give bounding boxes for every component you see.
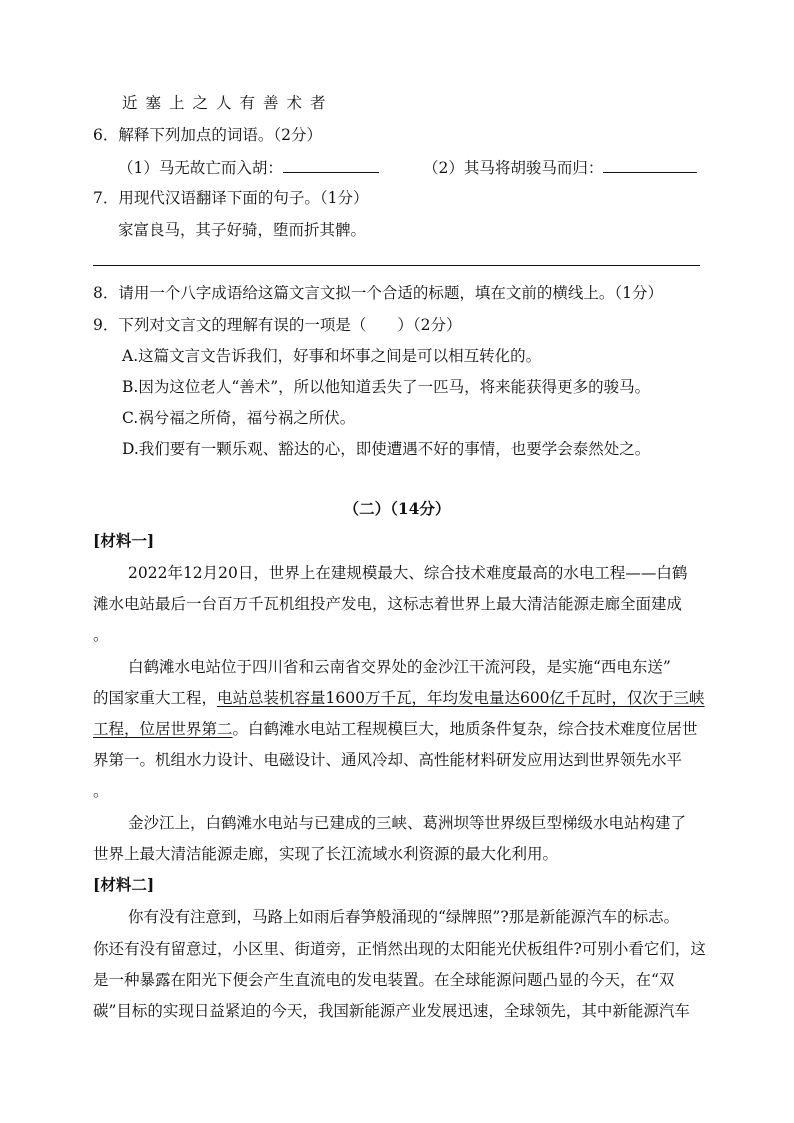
question-8: 8．请用一个八字成语给这篇文言文拟一个合适的标题，填在文前的横线上。（1分） xyxy=(93,284,663,302)
material-1-p2-line-2 xyxy=(93,688,705,708)
line-sai-shang: 近塞上之人有善术者 xyxy=(122,94,334,112)
material-1-p2-line-1: 白鹤滩水电站位于四川省和云南省交界处的金沙江干流河段，是实施“西电东送” xyxy=(128,658,671,676)
question-6-item-2 xyxy=(423,158,697,178)
answer-line-7[interactable] xyxy=(93,265,700,266)
question-6-item-1-text: （1）马无故亡而入胡： xyxy=(118,159,283,177)
question-9-option-b: B.因为这位老人“善术”，所以他知道丢失了一匹马，将来能获得更多的骏马。 xyxy=(122,378,651,396)
question-6-item-1 xyxy=(118,158,379,178)
material-2-line-2: 你还有没有留意过，小区里、街道旁，正悄然出现的太阳能光伏板组件?可别小看它们，这 xyxy=(93,940,706,958)
material-1-p1-line-3: 。 xyxy=(93,626,109,644)
material-1-p2-line-2-plain: 的国家重大工程， xyxy=(93,689,218,707)
answer-blank-6-2[interactable] xyxy=(603,158,697,173)
question-9-stem: 9．下列对文言文的理解有误的一项是（ ）（2分） xyxy=(93,316,462,334)
question-6-item-2-text: （2）其马将胡骏马而归： xyxy=(423,159,604,177)
question-7-sentence: 家富良马，其子好骑，堕而折其髀。 xyxy=(118,221,367,239)
question-9-option-a: A.这篇文言文告诉我们，好事和坏事之间是可以相互转化的。 xyxy=(122,347,542,365)
material-1-p2-line-3-plain: 。白鹤滩水电站工程规模巨大，地质条件复杂，综合技术难度位居世 xyxy=(232,720,698,738)
answer-blank-6-1[interactable] xyxy=(283,158,379,173)
question-6-stem: 6．解释下列加点的词语。（2分） xyxy=(93,126,322,144)
section-2-heading: （二）（14分） xyxy=(343,499,451,518)
material-1-p2-line-5: 。 xyxy=(93,782,109,800)
underlined-sentence-part-2: 工程，位居世界第二 xyxy=(93,720,233,738)
material-2-line-4: 碳”目标的实现日益紧迫的今天，我国新能源产业发展迅速，全球领先，其中新能源汽车 xyxy=(93,1002,690,1020)
material-1-p1-line-1: 2022年12月20日，世界上在建规模最大、综合技术难度最高的水电工程——白鹤 xyxy=(128,564,688,582)
question-7-stem: 7．用现代汉语翻译下面的句子。（1分） xyxy=(93,189,369,207)
underlined-sentence-part-1: 电站总装机容量1600万千瓦，年均发电量达600亿千瓦时，仅次于三峡 xyxy=(217,689,705,707)
material-1-p3-line-1: 金沙江上，白鹤滩水电站与已建成的三峡、葛洲坝等世界级巨型梯级水电站构建了 xyxy=(128,814,687,832)
material-1-label: [材料一] xyxy=(93,531,155,550)
material-2-line-1: 你有没有注意到，马路上如雨后春笋般涌现的“绿牌照”?那是新能源汽车的标志。 xyxy=(128,908,680,926)
material-1-p1-line-2: 滩水电站最后一台百万千瓦机组投产发电，这标志着世界上最大清洁能源走廊全面建成 xyxy=(93,595,683,613)
question-9-option-d: D.我们要有一颗乐观、豁达的心，即使遭遇不好的事情，也要学会泰然处之。 xyxy=(122,440,651,458)
material-2-line-3: 是一种暴露在阳光下便会产生直流电的发电装置。在全球能源问题凸显的今天，在“双 xyxy=(93,971,675,989)
material-2-label: [材料二] xyxy=(93,875,155,894)
question-9-option-c: C.祸兮福之所倚，福兮祸之所伏。 xyxy=(122,409,356,427)
material-1-p2-line-4: 界第一。机组水力设计、电磁设计、通风冷却、高性能材料研发应用达到世界领先水平 xyxy=(93,751,683,769)
material-1-p2-line-3 xyxy=(93,719,698,739)
material-1-p3-line-2: 世界上最大清洁能源走廊，实现了长江流域水利资源的最大化利用。 xyxy=(93,845,559,863)
